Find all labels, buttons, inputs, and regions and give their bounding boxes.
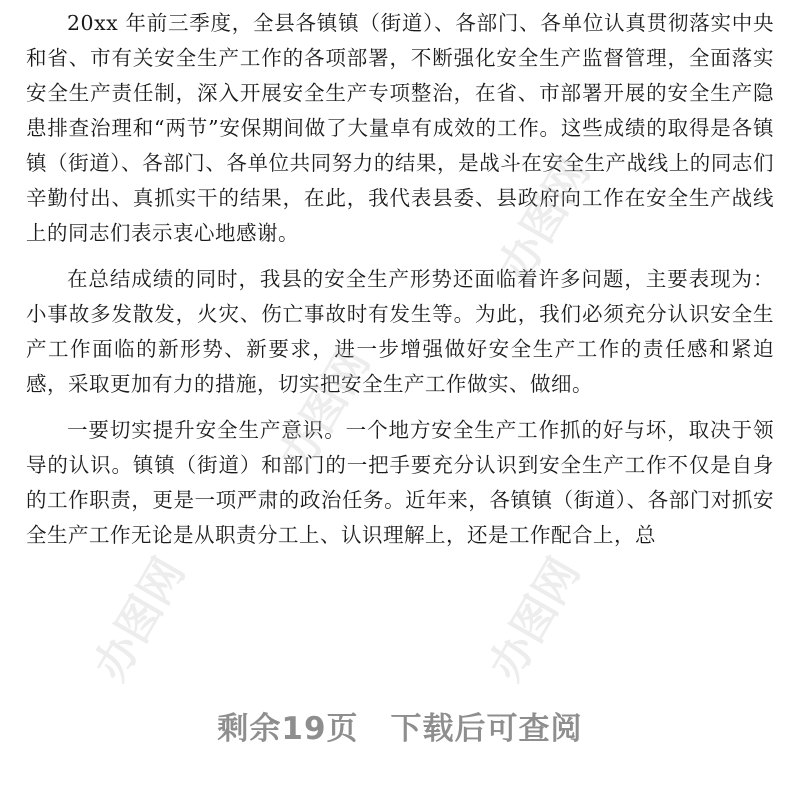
paragraph-achievements: 20xx 年前三季度，全县各镇镇（街道）、各部门、各单位认真贯彻落实中央和省、市有关安全生产工作的各项部署，不断强化安全生产监督管理，全面落实安全生产责任制，深入开展安全生产专项整治，在省、市部署开展的安全生产隐患排查治理和“两节”安保期间做了大量卓有成效的工作。这些成绩的取得是各镇镇（街道）、各部门、各单位共同努力的结果，是战斗在安全生产战线上的同志们辛勤付出、真抓实干的结果，在此，我代表县委、县政府向工作在安全生产战线上的同志们表示衷心地感谢。 (26, 11, 774, 245)
paragraph-problems: 在总结成绩的同时，我县的安全生产形势还面临着许多问题，主要表现为：小事故多发散发，火灾、伤亡事故时有发生等。为此，我们必须充分认识安全生产工作面临的新形势、新要求，进一步增强做好安全生产工作的责任感和紧迫感，采取更加有力的措施，切实把安全生产工作做实、做细。 (26, 267, 774, 396)
watermark-bottom-left: 办图网 (84, 549, 195, 690)
paragraph-safety-awareness: 一要切实提升安全生产意识。一个地方安全生产工作抓的好与坏，取决于领导的认识。镇镇（街道）和部门的一把手要充分认识到安全生产工作不仅是自身的工作职责，更是一项严肃的政治任务。近年来，各镇镇（街道）、各部门对抓安全生产工作无论是从职责分工上、认识理解上，还是工作配合上，总 (26, 418, 774, 547)
watermark-bottom-right: 办图网 (479, 549, 590, 690)
document-body (26, 0, 774, 553)
watermark-top-right: 办图网 (489, 149, 600, 290)
watermark-center: 办图网 (269, 339, 380, 480)
remaining-pages-notice[interactable]: 剩余19页 下载后可查阅 (217, 711, 583, 747)
